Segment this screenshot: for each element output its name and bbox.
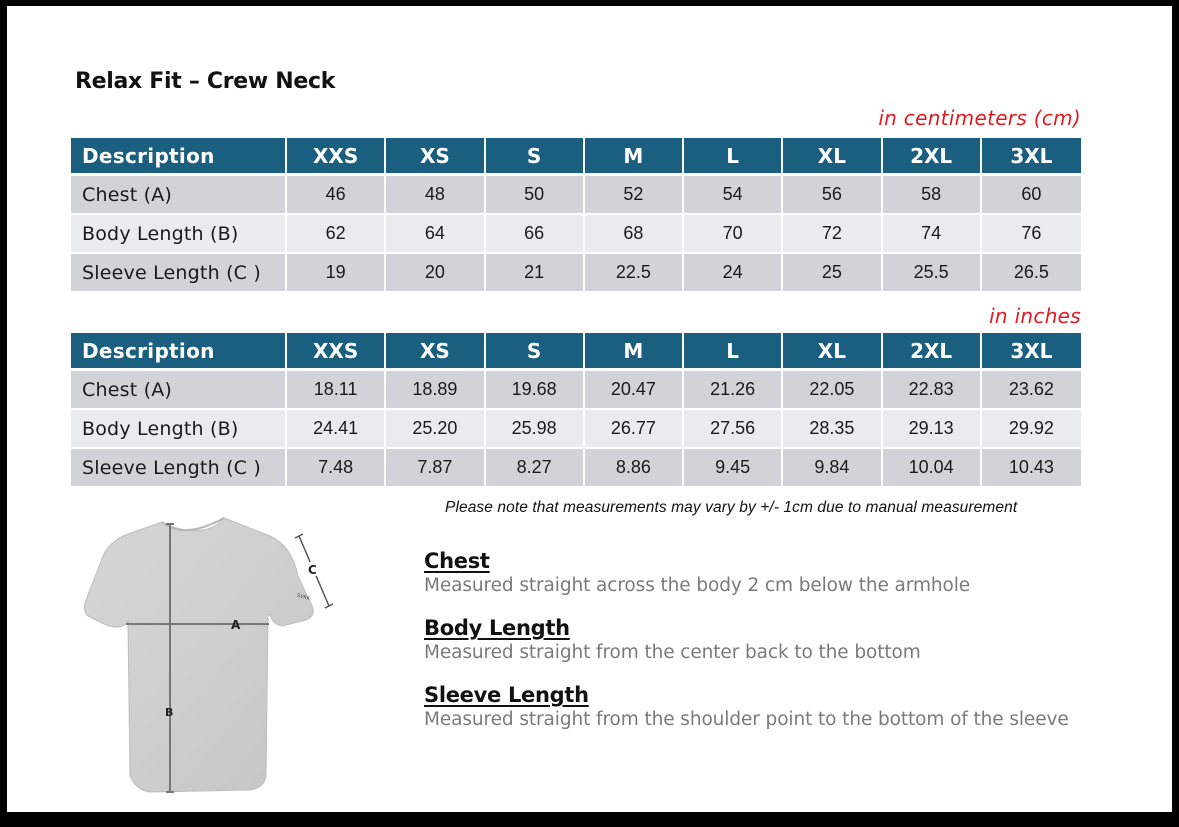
table-cell: 19	[287, 254, 386, 293]
header-cell-size: S	[486, 333, 585, 371]
table-header-row	[71, 333, 1081, 371]
header-cell-size: XXS	[287, 138, 386, 176]
table-cell: 26.5	[982, 254, 1081, 293]
header-cell-description: Description	[71, 333, 287, 371]
table-cell: 25.5	[883, 254, 982, 293]
table-cell: 20.47	[585, 371, 684, 410]
size-table-cm	[71, 138, 1081, 293]
measure-body-length	[424, 616, 921, 663]
table-row-chest	[71, 371, 1081, 410]
header-cell-size: 2XL	[883, 138, 982, 176]
table-cell: 74	[883, 215, 982, 254]
table-row-body-length	[71, 215, 1081, 254]
table-cell: 8.27	[486, 449, 585, 488]
table-cell: 54	[684, 176, 783, 215]
unit-label-cm: in centimeters (cm)	[878, 106, 1081, 130]
tshirt-diagram	[80, 506, 340, 796]
header-cell-size: 3XL	[982, 138, 1081, 176]
table-cell: 21.26	[684, 371, 783, 410]
table-cell: 56	[783, 176, 882, 215]
table-cell: 29.92	[982, 410, 1081, 449]
table-cell: 10.04	[883, 449, 982, 488]
table-cell: 22.05	[783, 371, 882, 410]
table-cell: 9.45	[684, 449, 783, 488]
page-title: Relax Fit – Crew Neck	[75, 69, 336, 94]
row-label: Chest (A)	[71, 176, 287, 215]
table-cell: 66	[486, 215, 585, 254]
table-cell: 50	[486, 176, 585, 215]
table-cell: 21	[486, 254, 585, 293]
header-cell-size: 3XL	[982, 333, 1081, 371]
table-cell: 76	[982, 215, 1081, 254]
header-cell-size: M	[585, 138, 684, 176]
table-cell: 29.13	[883, 410, 982, 449]
header-cell-size: M	[585, 333, 684, 371]
header-cell-size: XS	[386, 333, 485, 371]
table-cell: 9.84	[783, 449, 882, 488]
header-cell-size: 2XL	[883, 333, 982, 371]
table-cell: 27.56	[684, 410, 783, 449]
sleeve-print: SVRK	[296, 592, 311, 603]
table-cell: 22.5	[585, 254, 684, 293]
header-cell-size: XXS	[287, 333, 386, 371]
row-label: Chest (A)	[71, 371, 287, 410]
label-a: A	[231, 618, 241, 632]
row-label: Sleeve Length (C )	[71, 449, 287, 488]
measure-description: Measured straight from the center back to the bottom	[424, 642, 921, 663]
table-cell: 10.43	[982, 449, 1081, 488]
table-cell: 18.89	[386, 371, 485, 410]
measure-chest	[424, 549, 970, 596]
tshirt-icon	[84, 518, 313, 792]
label-b: B	[165, 706, 174, 719]
row-label: Sleeve Length (C )	[71, 254, 287, 293]
header-cell-size: XL	[783, 138, 882, 176]
size-table-inches	[71, 333, 1081, 488]
table-cell: 26.77	[585, 410, 684, 449]
table-cell: 24.41	[287, 410, 386, 449]
table-header-row	[71, 138, 1081, 176]
table-cell: 23.62	[982, 371, 1081, 410]
size-chart-page	[7, 6, 1172, 812]
measure-sleeve-length	[424, 683, 1069, 730]
table-row-chest	[71, 176, 1081, 215]
table-cell: 60	[982, 176, 1081, 215]
table-cell: 58	[883, 176, 982, 215]
measure-description: Measured straight from the shoulder point to the bottom of the sleeve	[424, 709, 1069, 730]
row-label: Body Length (B)	[71, 410, 287, 449]
table-cell: 18.11	[287, 371, 386, 410]
table-cell: 64	[386, 215, 485, 254]
table-cell: 24	[684, 254, 783, 293]
table-cell: 25	[783, 254, 882, 293]
table-cell: 19.68	[486, 371, 585, 410]
table-cell: 7.48	[287, 449, 386, 488]
measure-description: Measured straight across the body 2 cm below the armhole	[424, 575, 971, 596]
table-row-body-length	[71, 410, 1081, 449]
table-cell: 46	[287, 176, 386, 215]
row-label: Body Length (B)	[71, 215, 287, 254]
header-cell-size: L	[684, 333, 783, 371]
header-cell-description: Description	[71, 138, 287, 176]
table-cell: 7.87	[386, 449, 485, 488]
header-cell-size: XS	[386, 138, 485, 176]
table-cell: 22.83	[883, 371, 982, 410]
table-cell: 62	[287, 215, 386, 254]
table-cell: 28.35	[783, 410, 882, 449]
measurement-note: Please note that measurements may vary by +/- 1cm due to manual measurement	[445, 499, 1018, 516]
table-cell: 8.86	[585, 449, 684, 488]
table-cell: 25.98	[486, 410, 585, 449]
measure-heading: Sleeve Length	[424, 683, 589, 707]
table-cell: 48	[386, 176, 485, 215]
unit-label-inches: in inches	[989, 304, 1081, 328]
measure-heading: Body Length	[424, 616, 570, 640]
table-cell: 70	[684, 215, 783, 254]
table-row-sleeve-length	[71, 449, 1081, 488]
table-cell: 52	[585, 176, 684, 215]
table-row-sleeve-length	[71, 254, 1081, 293]
table-cell: 25.20	[386, 410, 485, 449]
table-cell: 68	[585, 215, 684, 254]
measure-heading: Chest	[424, 549, 490, 573]
table-cell: 72	[783, 215, 882, 254]
table-cell: 20	[386, 254, 485, 293]
header-cell-size: XL	[783, 333, 882, 371]
label-c: C	[308, 563, 317, 577]
header-cell-size: S	[486, 138, 585, 176]
header-cell-size: L	[684, 138, 783, 176]
